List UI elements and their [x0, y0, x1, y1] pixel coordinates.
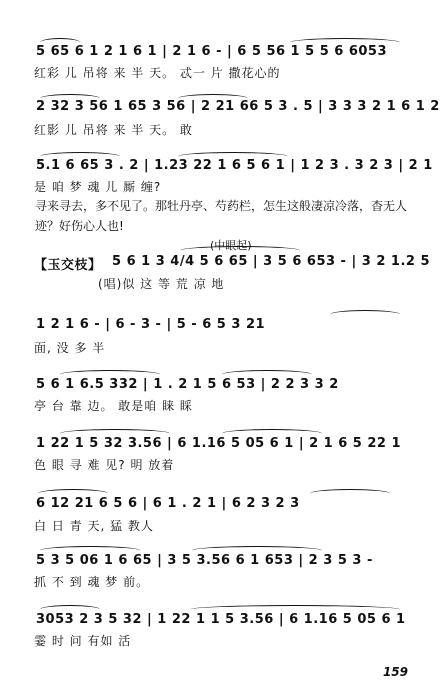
jianpu-notes: 2 32 3 56 1 65 3 56 | 2 21 66 5 3 . 5 | 3 3 3 2 1 6 1 2 — [36, 99, 440, 114]
slur-mark — [222, 370, 312, 379]
slur-mark — [40, 605, 100, 614]
lyrics: 色 眼 寻 难 见? 明 放着 — [34, 458, 175, 472]
jianpu-notes: 6 12 21 6 5 6 | 6 1 . 2 1 | 6 2 3 2 3 — [36, 496, 300, 511]
lyrics: 红彩 儿 吊将 来 半 天。 忒一 片 撒花心的 — [34, 66, 281, 80]
jianpu-notes: 5 65 6 1 2 1 6 1 | 2 1 6 - | 6 5 56 1 5 5 6 6053 — [36, 44, 388, 59]
slur-mark — [180, 246, 300, 255]
lyrics: 面, 没 多 半 — [34, 341, 106, 355]
jianpu-notes: 3053 2 3 5 32 | 1 22 1 1 5 3.56 | 6 1.16 5 05 6 1 — [36, 612, 406, 627]
slur-mark — [330, 310, 400, 319]
lyrics: 白 日 青 天, 猛 教人 — [34, 519, 154, 533]
lyrics: 是 咱 梦 魂 儿 厮 缠? — [34, 180, 162, 194]
tempo-marking: (中眼起) — [210, 239, 252, 252]
jianpu-notes: 1 22 1 5 32 3.56 | 6 1.16 5 05 6 1 | 2 1 6 5 22 1 — [36, 436, 402, 451]
spoken-text: 寻来寻去，多不见了。那牡丹亭、芍药栏，怎生这般凄凉冷落，杳无人迹？好伤心人也! — [35, 199, 408, 233]
jianpu-notes: 5.1 6 65 3 . 2 | 1.23 22 1 6 5 6 1 | 1 2 3 . 3 2 3 | 2 1 — [36, 158, 433, 173]
slur-mark — [290, 38, 400, 47]
lyrics: (唱)似 这 等 荒 凉 地 — [98, 277, 225, 291]
jianpu-notes: 5 6 1 6.5 332 | 1 . 2 1 5 6 53 | 2 2 3 3 2 — [36, 377, 339, 392]
jianpu-notes: 1 2 1 6 - | 6 - 3 - | 5 - 6 5 3 21 — [36, 317, 266, 332]
lyrics: 红影 儿 吊将 来 半 天。 敢 — [34, 123, 193, 137]
slur-mark — [40, 94, 100, 103]
page-number: 159 — [382, 665, 408, 679]
slur-mark — [38, 489, 108, 498]
slur-mark — [310, 489, 390, 498]
lyrics: 霎 时 问 有如 活 — [34, 634, 132, 648]
qupai-tag: 【玉交枝】 — [34, 258, 102, 273]
slur-mark — [192, 546, 322, 555]
slur-mark — [60, 429, 170, 438]
jianpu-notes: 5 3 5 06 1 6 65 | 3 5 3.56 6 1 653 | 2 3 5 3 - — [36, 553, 373, 568]
jianpu-notes: 5 6 1 3 4/4 5 6 65 | 3 5 6 653 - | 3 2 1.2 5 — [112, 254, 430, 269]
slur-mark — [60, 370, 160, 379]
slur-mark — [178, 152, 288, 161]
lyrics: 亭 台 靠 边。 敢是咱 睐 睬 — [34, 399, 193, 413]
slur-mark — [178, 94, 248, 103]
slur-mark — [190, 605, 400, 614]
slur-mark — [40, 546, 140, 555]
slur-mark — [40, 38, 80, 47]
lyrics: 抓 不 到 魂 梦 前。 — [34, 575, 150, 589]
slur-mark — [40, 152, 120, 161]
slur-mark — [222, 429, 322, 438]
